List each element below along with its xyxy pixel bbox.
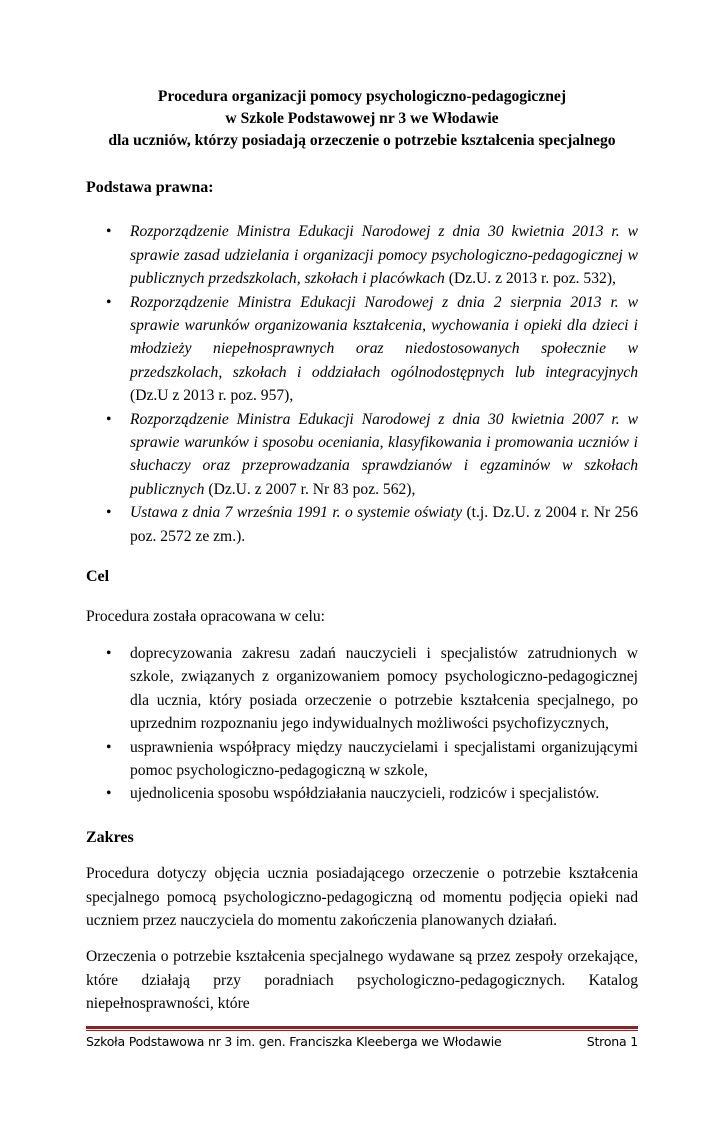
act-ref: (Dz.U. z 2007 r. Nr 83 poz. 562), bbox=[204, 480, 416, 498]
scope-paragraph: Orzeczenia o potrzebie kształcenia specjalnego wydawane są przez zespoły orzekające, które działają przy poradniach psychologiczno-pedagogicznych. Katalog niepełnosprawności, które bbox=[86, 948, 638, 1013]
goal-intro: Procedura została opracowana w celu: bbox=[86, 607, 325, 625]
act-ref: (Dz.U z 2013 r. poz. 957), bbox=[130, 387, 294, 405]
act-title: Rozporządzenie Ministra Edukacji Narodowej z dnia 30 kwietnia 2013 r. w sprawie zasad udzielania i organizacji pomocy psychologiczno-pedagogicznej w publicznych przedszkolach, szkołach i placówkach bbox=[130, 223, 638, 288]
list-item bbox=[86, 220, 638, 290]
goal-heading: Cel bbox=[86, 568, 110, 586]
list-item bbox=[86, 501, 638, 548]
list-item: • doprecyzowania zakresu zadań nauczycieli i specjalistów zatrudnionych w szkole, związanych z organizowaniem pomocy psychologiczno-pedagogicznej dla ucznia, który posiada orzeczenie o potrzebie kształcenia specjalnego, po uprzednim rozpoznaniu jego indywidualnych możliwości psychofizycznych, bbox=[86, 642, 638, 736]
goal-list bbox=[86, 642, 638, 806]
footer-school: Szkoła Podstawowa nr 3 im. gen. Franciszka Kleeberga we Włodawie bbox=[86, 1033, 502, 1049]
list-item bbox=[86, 291, 638, 408]
scope-heading: Zakres bbox=[86, 828, 134, 846]
list-item: • ujednolicenia sposobu współdziałania nauczycieli, rodziców i specjalistów. bbox=[86, 782, 638, 805]
act-title: Rozporządzenie Ministra Edukacji Narodowej z dnia 30 kwietnia 2007 r. w sprawie warunków i sposobu oceniania, klasyfikowania i promowania uczniów i słuchaczy oraz przeprowadzania sprawdzianów i egzaminów w szkołach publicznych bbox=[130, 410, 638, 498]
legal-basis-list bbox=[86, 220, 638, 548]
legal-basis-heading: Podstawa prawna: bbox=[86, 179, 214, 196]
title-line: dla uczniów, którzy posiadają orzeczenie o potrzebie kształcenia specjalnego bbox=[108, 132, 616, 149]
document-title bbox=[86, 86, 638, 152]
list-item bbox=[86, 408, 638, 502]
title-line: Procedura organizacji pomocy psychologiczno-pedagogicznej bbox=[157, 88, 567, 105]
act-ref: (Dz.U. z 2013 r. poz. 532), bbox=[444, 270, 616, 288]
footer-rule bbox=[86, 1026, 638, 1029]
footer-area bbox=[0, 1016, 725, 1142]
act-title: Rozporządzenie Ministra Edukacji Narodowej z dnia 2 sierpnia 2013 r. w sprawie warunków organizowania kształcenia, wychowania i opieki dla dzieci i młodzieży niepełnosprawnych oraz niedostosowanych społecznie w przedszkolach, szkołach i oddziałach ogólnodostępnych lub integracyjnych bbox=[130, 293, 638, 381]
list-item: • usprawnienia współpracy między nauczycielami i specjalistami organizującymi pomoc psychologiczno-pedagogiczną w szkole, bbox=[86, 736, 638, 783]
scope-paragraph: Procedura dotyczy objęcia ucznia posiadającego orzeczenie o potrzebie kształcenia specjalnego pomocą psychologiczno-pedagogiczną od momentu podjęcia opieki nad uczniem przez nauczyciela do momentu zakończenia planowanych działań. bbox=[86, 865, 638, 929]
page-footer bbox=[86, 1032, 638, 1052]
footer-rule-thin bbox=[86, 1030, 638, 1031]
act-title: Ustawa z dnia 7 września 1991 r. o systemie oświaty bbox=[130, 504, 463, 522]
act-ref: (t.j. Dz.U. z 2004 r. Nr 256 poz. 2572 ze zm.). bbox=[130, 504, 638, 545]
title-line: w Szkole Podstawowej nr 3 we Włodawie bbox=[225, 110, 499, 127]
page-number: Strona 1 bbox=[586, 1033, 638, 1049]
